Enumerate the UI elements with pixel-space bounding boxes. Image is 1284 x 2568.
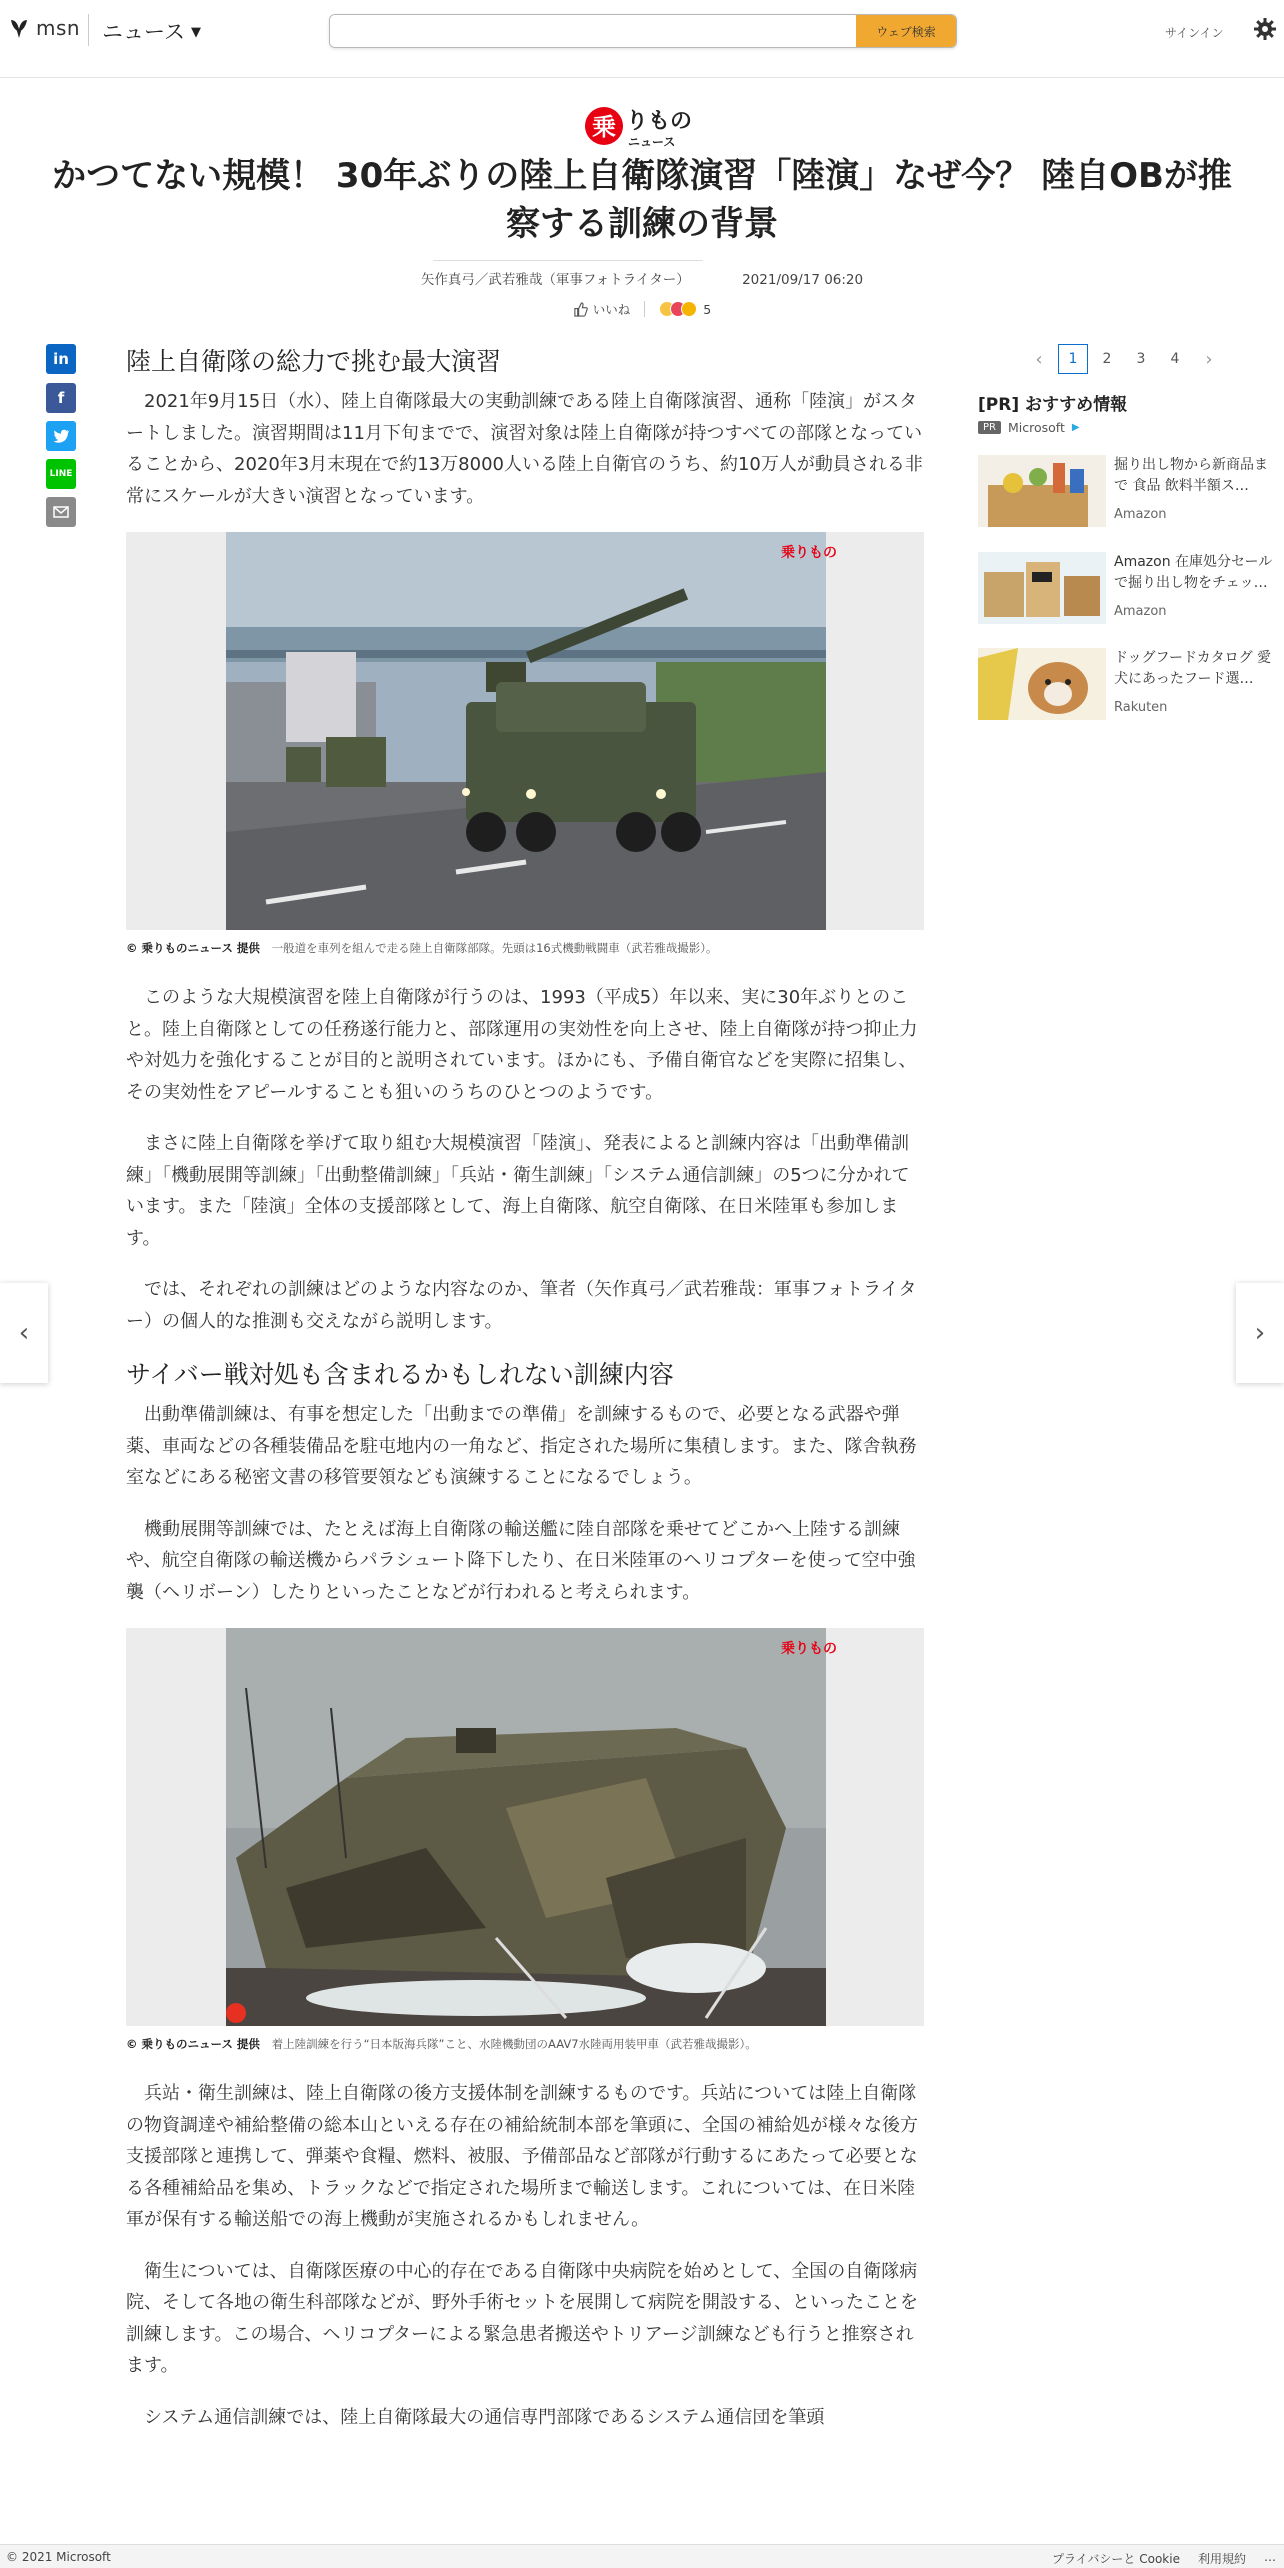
linkedin-share-icon[interactable]: in	[46, 344, 76, 374]
article-photo[interactable]	[126, 1628, 924, 2026]
footer	[0, 2544, 1284, 2568]
publish-date: 2021/09/17 06:20	[742, 272, 864, 288]
chevron-right-icon: ›	[1254, 1318, 1266, 1348]
envelope-icon	[53, 506, 69, 518]
recommendation-card[interactable]	[978, 648, 1278, 728]
rec-source: Amazon	[1114, 604, 1167, 619]
divider	[88, 14, 89, 46]
author: 矢作真弓／武若雅哉（軍事フォトライター）	[420, 272, 690, 288]
paragraph: 兵站・衛生訓練は、陸上自衛隊の後方支援体制を訓練するものです。兵站については陸上自衛隊の物資調達や補給整備の総本山といえる存在の補給統制本部を筆頭に、全国の補給処が様々な後方支援部隊と連携して、弾薬や食糧、燃料、被服、予備部品など部隊が行動するにあたって必要となる各種補給品を集め、トラックなどで指定された場所まで輸送します。これについては、在日米陸軍が保有する輸送船での海上機動が実施されるかもしれません。	[126, 2083, 918, 2230]
rec-title: Amazon 在庫処分セールで掘り出し物をチェッ…	[1114, 554, 1273, 591]
paragraph: システム通信訓練では、陸上自衛隊最大の通信専門部隊であるシステム通信団を筆頭	[144, 2406, 825, 2428]
rec-thumbnail	[978, 648, 1106, 720]
paragraph: では、それぞれの訓練はどのような内容なのか、筆者（矢作真弓／武若雅哉：軍事フォトライター）の個人的な推測も交えながら説明します。	[126, 1279, 917, 1332]
twitter-share-icon[interactable]	[46, 421, 76, 451]
bird-icon	[52, 429, 70, 444]
rec-source: Amazon	[1114, 507, 1167, 522]
terms-link[interactable]: 利用規約	[1197, 2552, 1246, 2566]
sponsor-line	[978, 420, 1080, 435]
divider	[644, 301, 645, 317]
recommendation-card[interactable]	[978, 552, 1278, 632]
svg-text:乗りもの: 乗りもの	[781, 1641, 837, 1657]
section-heading: 陸上自衛隊の総力で挑む最大演習	[126, 347, 502, 376]
byline	[0, 268, 1284, 288]
page-2[interactable]: 2	[1102, 351, 1112, 367]
svg-text:ニュース: ニュース	[628, 135, 676, 149]
caption-text: 一般道を車列を組んで走る陸上自衛隊部隊。先頭は16式機動戦闘車（武若雅哉撮影）。	[271, 941, 718, 955]
paragraph: 2021年9月15日（水）、陸上自衛隊最大の実動訓練である陸上自衛隊演習、通称「陸演」がスタートしました。演習期間は11月下旬までで、演習対象は陸上自衛隊が持つすべての部隊となっていることから、2020年3月末現在で約13万8000人いる陸上自衛官のうち、約10万人が動員される非常にスケールが大きい演習となっています。	[126, 391, 923, 507]
msn-butterfly-icon	[8, 16, 30, 40]
top-bar	[0, 0, 1284, 78]
article-body	[126, 344, 924, 2453]
chevron-down-icon: ▼	[190, 25, 201, 40]
paragraph: 出動準備訓練は、有事を想定した「出動までの準備」を訓練するもので、必要となる武器や弾薬、車両などの各種装備品を駐屯地内の一角など、指定された場所に集積します。また、隊舎執務室などにある秘密文書の移管要領なども演練することになるでしょう。	[126, 1404, 917, 1488]
reaction-summary[interactable]	[659, 301, 711, 317]
rec-source: Rakuten	[1114, 700, 1168, 715]
reaction-count: 5	[703, 301, 712, 317]
paragraph: まさに陸上自衛隊を挙げて取り組む大規模演習「陸演」、発表によると訓練内容は「出動準備訓練」「機動展開等訓練」「出動整備訓練」「兵站・衛生訓練」「システム通信訓練」の5つに分かれています。また「陸演」全体の支援部隊として、海上自衛隊、航空自衛隊、在日米陸軍も参加します。	[126, 1133, 910, 1249]
article-photo[interactable]	[126, 532, 924, 930]
signin-link[interactable]: サインイン	[1165, 26, 1224, 40]
web-search-button[interactable]: ウェブ検索	[856, 15, 956, 47]
paragraph: このような大規模演習を陸上自衛隊が行うのは、1993（平成5）年以来、実に30年ぶりとのこと。陸上自衛隊としての任務遂行能力と、部隊運用の実効性を向上させ、陸上自衛隊が持つ抑止力や対処力を強化することが目的と説明されています。ほかにも、予備自衛官などを実際に招集し、その実効性をアピールすることも狙いのうちのひとつのようです。	[126, 987, 918, 1103]
copyright: © 2021 Microsoft	[6, 2550, 111, 2564]
section-menu[interactable]	[102, 16, 201, 46]
svg-text:りもの: りもの	[626, 109, 693, 134]
recommendation-heading: [PR] おすすめ情報	[978, 395, 1128, 415]
chevron-right-icon[interactable]: ›	[1205, 348, 1213, 370]
prev-article-button[interactable]	[0, 1283, 48, 1383]
rec-title: 掘り出し物から新商品まで 食品 飲料半額ス…	[1114, 457, 1268, 494]
chevron-left-icon: ‹	[18, 1318, 30, 1348]
smile-emoji-icon	[681, 301, 697, 317]
like-label: いいね	[592, 302, 631, 317]
like-button[interactable]	[573, 300, 631, 318]
combat-vehicle-photo	[126, 532, 924, 930]
more-link[interactable]: …	[1264, 2550, 1276, 2564]
msn-logo[interactable]	[8, 16, 80, 40]
rec-title: ドッグフードカタログ 愛犬にあったフード選…	[1114, 650, 1272, 687]
sponsor-name: Microsoft	[1007, 420, 1065, 435]
photo-caption	[126, 2036, 924, 2052]
page-4[interactable]: 4	[1170, 351, 1180, 367]
paragraph: 機動展開等訓練では、たとえば海上自衛隊の輸送艦に陸自部隊を乗せてどこかへ上陸する訓練や、航空自衛隊の輸送機からパラシュート降下したり、在日米陸軍のヘリコプターを使って空中強襲（ヘリボーン）したりといったことなどが行われると考えられます。	[126, 1518, 916, 1603]
svg-text:乗りもの: 乗りもの	[781, 545, 837, 561]
amphibious-vehicle-photo	[126, 1628, 924, 2026]
gear-icon[interactable]	[1253, 17, 1277, 41]
photo-caption	[126, 940, 924, 956]
search-input[interactable]	[330, 15, 856, 47]
divider	[433, 260, 703, 261]
page-3[interactable]: 3	[1136, 351, 1146, 367]
next-article-button[interactable]	[1236, 1283, 1284, 1383]
rec-thumbnail	[978, 455, 1106, 527]
section-heading: サイバー戦対処も含まれるかもしれない訓練内容	[126, 1360, 674, 1389]
pr-badge: PR	[978, 421, 1001, 434]
publisher-logo[interactable]	[580, 100, 708, 152]
reactions-bar	[0, 300, 1284, 318]
paragraph: 衛生については、自衛隊医療の中心的存在である自衛隊中央病院を始めとして、全国の自衛隊病院、そして各地の衛生科部隊などが、野外手術セットを展開して病院を開設する、といったことを訓練します。この場合、ヘリコプターによる緊急患者搬送やトリアージ訓練なども行うと推察されます。	[126, 2260, 918, 2376]
search-box	[329, 14, 957, 48]
rec-pager	[1022, 344, 1226, 374]
page-1[interactable]: 1	[1058, 344, 1088, 374]
article-title: かつてない規模！ 30年ぶりの陸上自衛隊演習「陸演」なぜ今？ 陸自OBが推察する訓練の背景	[52, 156, 1232, 244]
svg-text:乗: 乗	[592, 113, 616, 141]
caption-text: 着上陸訓練を行う“日本版海兵隊”こと、水陸機動団のAAV7水陸両用装甲車（武若雅哉撮影）。	[271, 2037, 757, 2051]
privacy-link[interactable]: プライバシーと Cookie	[1052, 2552, 1180, 2566]
mail-share-icon[interactable]	[46, 497, 76, 527]
recommendation-card[interactable]	[978, 455, 1278, 535]
chevron-left-icon[interactable]: ‹	[1035, 348, 1043, 370]
photo-credit: © 乗りものニュース 提供	[126, 2037, 260, 2051]
footer-links	[1052, 2550, 1276, 2567]
thumbs-up-icon	[573, 302, 588, 317]
rec-thumbnail	[978, 552, 1106, 624]
msn-brand: msn	[36, 16, 81, 40]
photo-credit: © 乗りものニュース 提供	[126, 941, 260, 955]
section-label: ニュース	[102, 20, 185, 44]
line-share-icon[interactable]: LINE	[46, 459, 76, 489]
ad-choices-icon[interactable]: ▶	[1071, 422, 1080, 433]
facebook-share-icon[interactable]: f	[46, 383, 76, 413]
